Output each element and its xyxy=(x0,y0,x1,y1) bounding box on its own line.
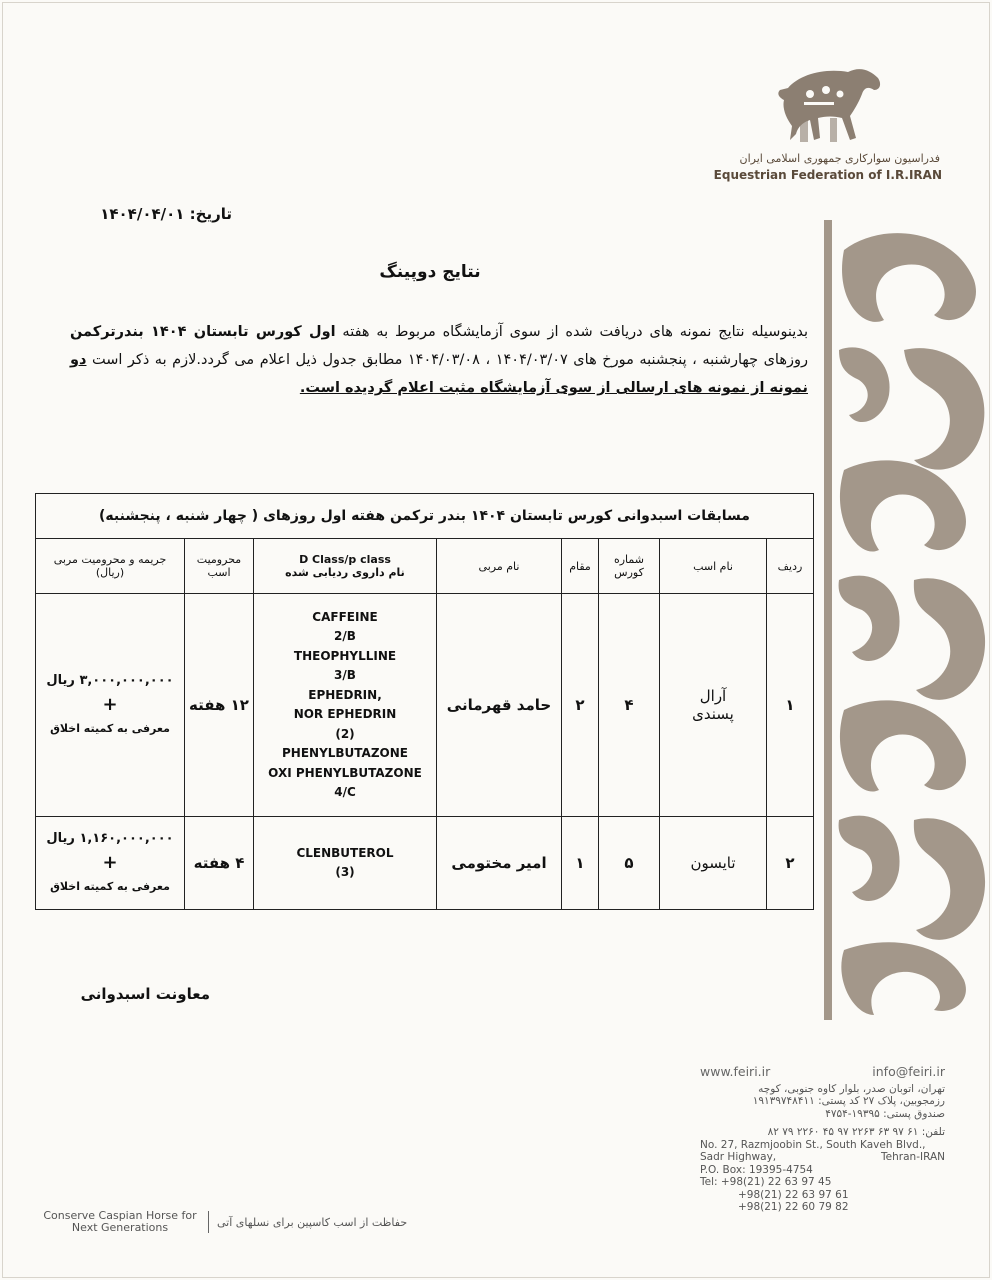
rank: ۲ xyxy=(562,594,599,817)
horse-name: تایسون xyxy=(660,817,767,910)
trainer-fine: ۳,۰۰۰,۰۰۰,۰۰۰ ریال + معرفی به کمیته اخلاق xyxy=(36,594,185,817)
tel-1: Tel: +98(21) 22 63 97 45 xyxy=(700,1176,832,1188)
slogan-en: Conserve Caspian Horse for Next Generations xyxy=(43,1209,197,1234)
address-en-1: No. 27, Razmjoobin St., South Kaveh Blvd., xyxy=(700,1138,926,1151)
row-number: ۲ xyxy=(767,817,814,910)
horse-ban: ۴ هفته xyxy=(185,817,254,910)
header-drug: D Class/p class نام داروی ردیابی شده xyxy=(254,539,437,594)
phone-fa: تلفن: ۶۱ ۹۷ ۶۳ ۲۲۶۳ ۹۷ ۴۵ ۲۲۶۰ ۷۹ ۸۲ xyxy=(767,1126,945,1138)
header-trainer-fine: جریمه و محرومیت مربی (ریال) xyxy=(36,539,185,594)
address-fa-1: تهران، اتوبان صدر، بلوار کاوه جنوبی، کوچه xyxy=(758,1082,945,1095)
race-number: ۵ xyxy=(599,817,660,910)
decorative-ornament xyxy=(824,220,992,1020)
body-underlined-text: دو نمونه از نمونه های ارسالی از سوی آزمایشگاه مثبت اعلام گردیده است. xyxy=(70,352,808,396)
table-header-row xyxy=(36,539,814,594)
header-horse-ban: محرومیت اسب xyxy=(185,539,254,594)
table-row xyxy=(36,817,814,910)
contact-block xyxy=(700,1066,945,1214)
address-en-2b: Tehran-IRAN xyxy=(881,1151,945,1163)
trainer-name: امیر مختومی xyxy=(437,817,562,910)
horse-logo xyxy=(770,60,890,150)
org-name-fa: فدراسیون سوارکاری جمهوری اسلامی ایران xyxy=(739,152,940,165)
tel-3: +98(21) 22 60 79 82 xyxy=(738,1201,849,1213)
table-caption: مسابقات اسبدوانی کورس تابستان ۱۴۰۴ بندر ترکمن هفته اول روزهای ( چهار شنبه ، پنجشنبه) xyxy=(36,494,814,539)
letter-date: تاریخ: ۱۴۰۴/۰۴/۰۱ xyxy=(100,205,232,223)
po-box: P.O. Box: 19395-4754 xyxy=(700,1163,813,1176)
address-fa-2: رزمجوبین، پلاک ۲۷ کد پستی: ۱۹۱۳۹۷۴۸۴۱۱ xyxy=(752,1095,945,1107)
header-rank: مقام xyxy=(562,539,599,594)
row-number: ۱ xyxy=(767,594,814,817)
body-text-1: بدینوسیله نتایج نمونه های دریافت شده از سوی آزمایشگاه مربوط به هفته xyxy=(335,324,808,340)
doping-results-table xyxy=(35,493,814,910)
website-link[interactable]: www.feiri.ir xyxy=(700,1064,771,1079)
header-trainer: نام مربی xyxy=(437,539,562,594)
race-number: ۴ xyxy=(599,594,660,817)
header-horse-name: نام اسب xyxy=(660,539,767,594)
rank: ۱ xyxy=(562,817,599,910)
header-row-number: ردیف xyxy=(767,539,814,594)
header-race-number: شماره کورس xyxy=(599,539,660,594)
slogan-fa: حفاظت از اسب کاسپین برای نسلهای آتی xyxy=(217,1215,408,1229)
body-text-2: روزهای چهارشنبه ، پنجشنبه مورخ های ۱۴۰۴/۰۳/۰۷ ، ۱۴۰۴/۰۳/۰۸ مطابق جدول ذیل اعلام می گردد.لازم به ذکر است xyxy=(86,352,809,368)
drug-list: CLENBUTEROL (3) xyxy=(254,817,437,910)
trainer-fine: ۱,۱۶۰,۰۰۰,۰۰۰ ریال + معرفی به کمیته اخلاق xyxy=(36,817,185,910)
email-link[interactable]: info@feiri.ir xyxy=(872,1064,945,1079)
slogan xyxy=(40,1210,407,1234)
slogan-divider xyxy=(208,1211,209,1233)
table-row xyxy=(36,594,814,817)
trainer-name: حامد قهرمانی xyxy=(437,594,562,817)
horse-ban: ۱۲ هفته xyxy=(185,594,254,817)
tel-2: +98(21) 22 63 97 61 xyxy=(738,1188,849,1201)
document-title: نتایج دوپینگ xyxy=(379,262,481,282)
drug-list: CAFFEINE 2/B THEOPHYLLINE 3/B EPHEDRIN, NOR EPHEDRIN (2) PHENYLBUTAZONE OXI PHENYLBUTAZONE 4/C xyxy=(254,594,437,817)
body-paragraph xyxy=(70,318,808,402)
org-name-en: Equestrian Federation of I.R.IRAN xyxy=(713,168,942,182)
body-bold-text: اول کورس تابستان ۱۴۰۴ بندرترکمن xyxy=(70,324,336,340)
address-fa-3: صندوق پستی: ۱۹۳۹۵-۴۷۵۴ xyxy=(825,1107,945,1120)
horse-name: آرال پسندی xyxy=(660,594,767,817)
signature-office: معاونت اسبدوانی xyxy=(80,985,210,1003)
address-en-2a: Sadr Highway, xyxy=(700,1151,777,1163)
